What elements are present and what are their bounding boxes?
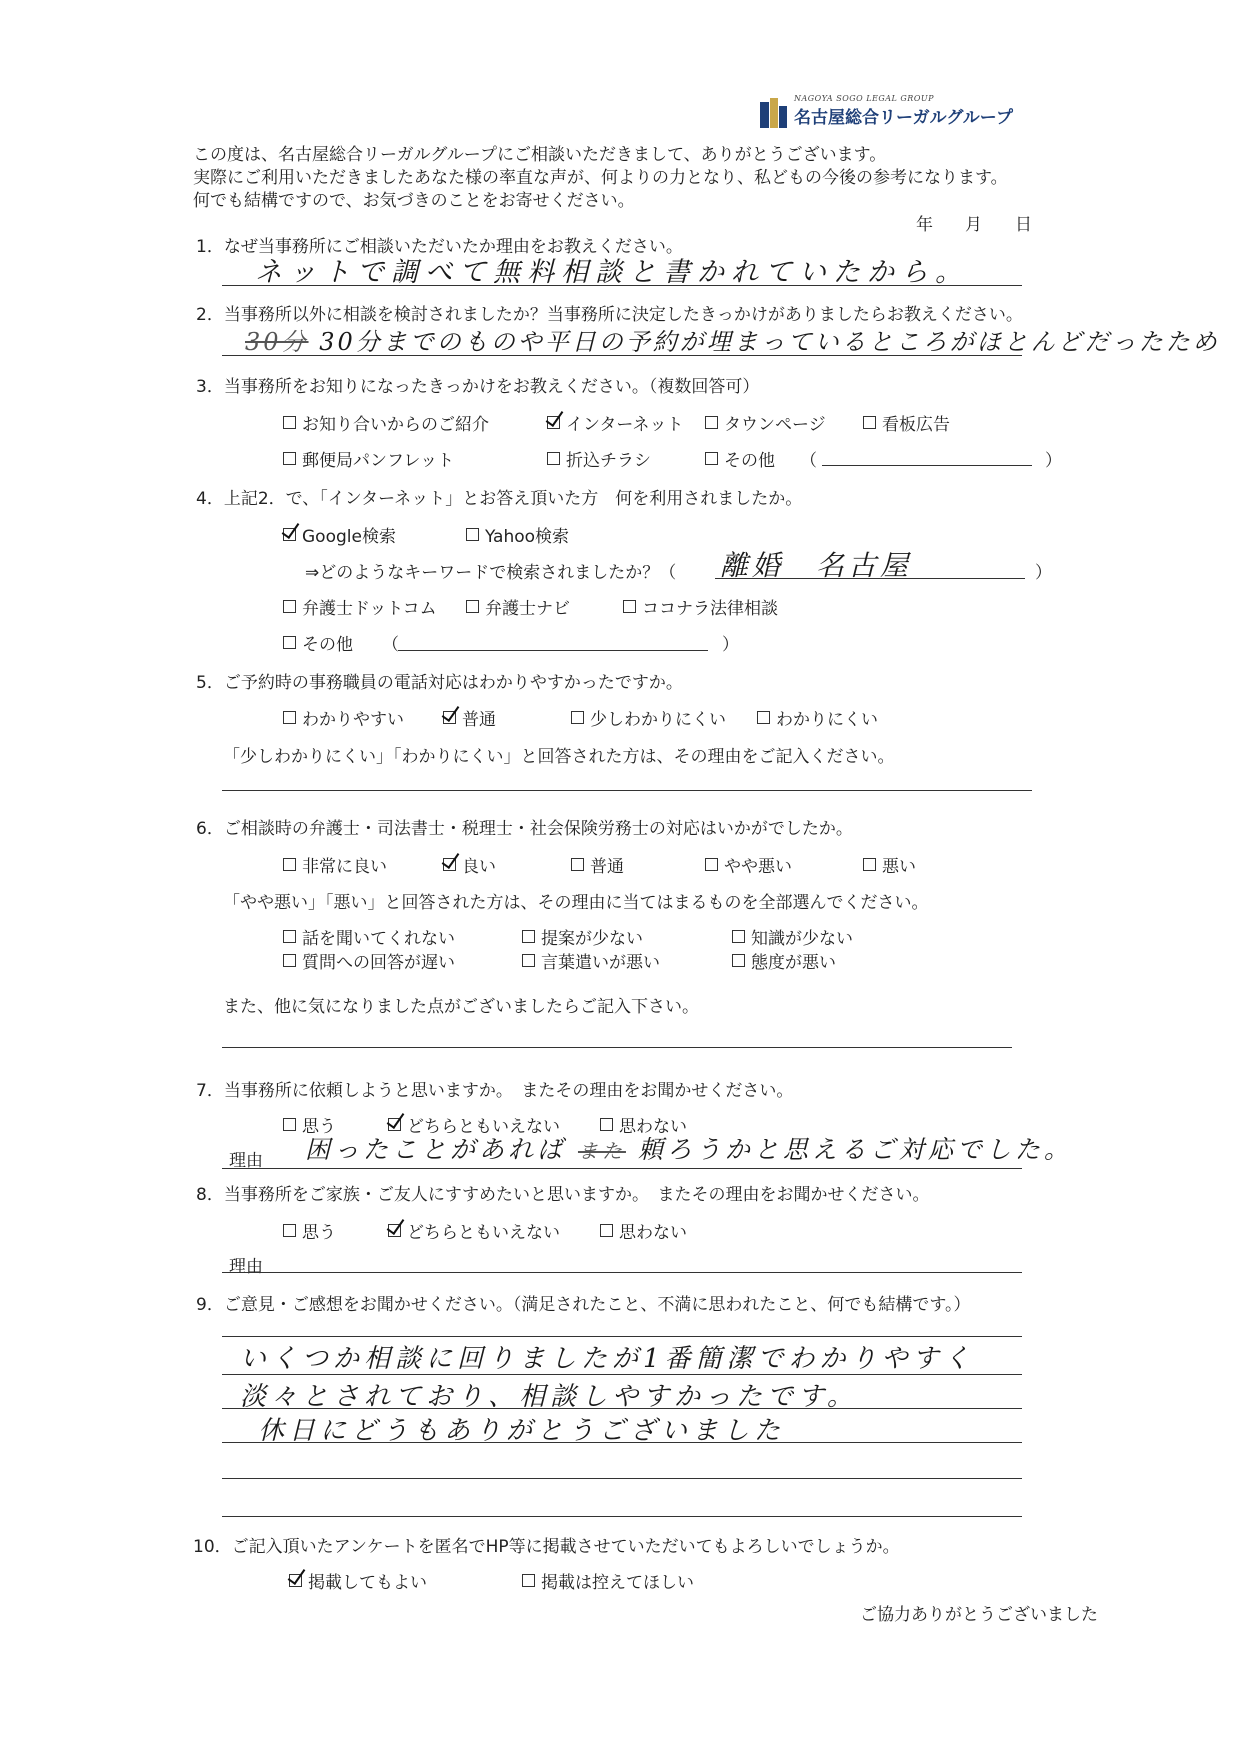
q10-option-allow[interactable]: 掲載してもよい xyxy=(289,1568,427,1593)
q4-question: 4．上記2．で、「インターネット」とお答え頂いた方 何を利用されましたか。 xyxy=(196,489,803,509)
q3-option-signboard[interactable]: 看板広告 xyxy=(863,410,950,435)
q6-reason-slow-answers[interactable]: 質問への回答が遅い xyxy=(283,948,455,973)
q7-option-yes[interactable]: 思う xyxy=(283,1112,336,1137)
checkbox-icon xyxy=(705,452,718,465)
closing-thanks: ご協力ありがとうございました xyxy=(860,1605,1098,1625)
q7-struck-text: また xyxy=(577,1139,626,1163)
q6-option-good[interactable]: 良い xyxy=(443,852,496,877)
q6-question: 6．ご相談時の弁護士・司法書士・税理士・社会保険労務士の対応はいかがでしたか。 xyxy=(196,819,853,839)
q4-keyword-line xyxy=(715,578,1025,579)
checkbox-icon xyxy=(283,452,296,465)
q6-option-bad[interactable]: 悪い xyxy=(863,852,916,877)
q2-answer-line xyxy=(222,355,1022,356)
q6-option-normal[interactable]: 普通 xyxy=(571,852,624,877)
q8-option-neutral[interactable]: どちらともいえない xyxy=(388,1218,560,1243)
q9-line-2 xyxy=(222,1374,1022,1375)
checkbox-icon xyxy=(283,636,296,649)
q3-option-townpage[interactable]: タウンページ xyxy=(705,410,826,435)
q10-question: 10．ご記入頂いたアンケートを匿名でHP等に掲載させていただいてもよろしいでしょうか。 xyxy=(193,1537,900,1557)
checkbox-icon xyxy=(283,416,296,429)
q8-option-no[interactable]: 思わない xyxy=(600,1218,687,1243)
logo-mark-icon xyxy=(760,98,788,128)
q4-keyword-answer[interactable]: 離婚 名古屋 xyxy=(720,549,913,582)
checkbox-icon xyxy=(600,1224,613,1237)
q6-reason-few-proposals[interactable]: 提案が少ない xyxy=(522,924,643,949)
checkbox-icon xyxy=(705,858,718,871)
q1-answer-line xyxy=(222,285,1022,286)
q5-followup: 「少しわかりにくい」「わかりにくい」と回答された方は、その理由をご記入ください。 xyxy=(223,747,895,767)
checked-checkbox-icon xyxy=(547,416,560,429)
checkbox-icon xyxy=(863,858,876,871)
date-day-label: 日 xyxy=(1015,215,1032,235)
q7-question: 7．当事務所に依頼しようと思いますか。 またその理由をお聞かせください。 xyxy=(196,1081,794,1101)
q3-option-other[interactable]: その他 xyxy=(705,446,775,471)
q3-other-open-paren: （ xyxy=(800,451,817,471)
checkbox-icon xyxy=(522,930,535,943)
q1-answer[interactable]: ネットで調べて無料相談と書かれていたから。 xyxy=(255,257,969,288)
q3-option-postoffice[interactable]: 郵便局パンフレット xyxy=(283,446,454,471)
q9-line-4 xyxy=(222,1442,1022,1443)
logo-english-text: NAGOYA SOGO LEGAL GROUP xyxy=(794,94,935,103)
checkbox-icon xyxy=(547,452,560,465)
q2-struck-text: 30分 xyxy=(245,328,309,356)
q1-question: 1．なぜ当事務所にご相談いただいたか理由をお教えください。 xyxy=(196,237,683,257)
date-month-label: 月 xyxy=(965,215,982,235)
checkbox-icon xyxy=(863,416,876,429)
checkbox-icon xyxy=(522,1574,535,1587)
q9-question: 9．ご意見・ご感想をお聞かせください。（満足されたこと、不満に思われたこと、何でも結構です。） xyxy=(196,1295,971,1315)
q2-question: 2．当事務所以外に相談を検討されましたか？当事務所に決定したきっかけがありましたらお教えください。 xyxy=(196,305,1023,325)
checked-checkbox-icon xyxy=(283,528,296,541)
checkbox-icon xyxy=(466,600,479,613)
checkbox-icon xyxy=(283,1224,296,1237)
q5-reason-line[interactable] xyxy=(222,790,1032,791)
intro-line-1: この度は、名古屋総合リーガルグループにご相談いただきまして、ありがとうございます。 xyxy=(193,145,887,165)
q6-followup: 「やや悪い」「悪い」と回答された方は、その理由に当てはまるものを全部選んでください。 xyxy=(223,893,929,913)
checkbox-icon xyxy=(283,954,296,967)
q9-answer-line-1[interactable]: いくつか相談に回りましたが1番簡潔でわかりやすく xyxy=(240,1344,975,1374)
q3-option-internet[interactable]: インターネット xyxy=(547,410,683,435)
q5-option-normal[interactable]: 普通 xyxy=(443,705,496,730)
checkbox-icon xyxy=(283,711,296,724)
q9-answer-line-3[interactable]: 休日にどうもありがとうございました xyxy=(258,1416,786,1446)
logo-japanese-text: 名古屋総合リーガルグループ xyxy=(794,108,1013,128)
q7-reason-answer[interactable] xyxy=(305,1130,1073,1166)
q5-question: 5．ご予約時の事務職員の電話対応はわかりやすかったですか。 xyxy=(196,673,683,693)
checkbox-icon xyxy=(623,600,636,613)
q9-answer-line-2[interactable]: 淡々とされており、相談しやすかったです。 xyxy=(240,1382,858,1412)
checkbox-icon xyxy=(522,954,535,967)
q4-keyword-question: ⇒どのようなキーワードで検索されましたか？（ xyxy=(305,563,677,583)
q3-question: 3．当事務所をお知りになったきっかけをお教えください。（複数回答可） xyxy=(196,377,760,397)
date-year-label: 年 xyxy=(916,215,933,235)
q7-reason-line xyxy=(222,1168,1022,1169)
checkbox-icon xyxy=(732,930,745,943)
checkbox-icon xyxy=(466,528,479,541)
q4-option-yahoo[interactable]: Yahoo検索 xyxy=(466,522,569,547)
q2-answer-text: 30分までのものや平日の予約が埋まっているところがほとんどだったため xyxy=(319,328,1220,356)
q5-option-hard[interactable]: わかりにくい xyxy=(757,705,878,730)
q7-option-no[interactable]: 思わない xyxy=(600,1112,687,1137)
checkbox-icon xyxy=(283,600,296,613)
q6-option-somewhat-bad[interactable]: やや悪い xyxy=(705,852,792,877)
company-logo xyxy=(760,94,1013,128)
q2-answer[interactable] xyxy=(245,322,1220,357)
q9-line-5 xyxy=(222,1478,1022,1479)
checkbox-icon xyxy=(283,1118,296,1131)
checkbox-icon xyxy=(571,858,584,871)
q3-other-close-paren: ） xyxy=(1045,451,1062,471)
q9-line-3 xyxy=(222,1408,1022,1409)
intro-line-3: 何でも結構ですので、お気づきのことをお寄せください。 xyxy=(193,191,635,211)
q8-reason-line[interactable] xyxy=(222,1272,1022,1273)
q8-reason-label: 理由 xyxy=(229,1257,263,1277)
q4-other-close-paren: ） xyxy=(722,635,739,655)
q4-option-bengoshi-navi[interactable]: 弁護士ナビ xyxy=(466,594,570,619)
checkbox-icon xyxy=(283,930,296,943)
q4-keyword-close-paren: ） xyxy=(1035,563,1052,583)
q8-question: 8．当事務所をご家族・ご友人にすすめたいと思いますか。 またその理由をお聞かせください。 xyxy=(196,1185,930,1205)
q7-option-neutral[interactable]: どちらともいえない xyxy=(388,1112,560,1137)
checked-checkbox-icon xyxy=(289,1574,302,1587)
q9-line-6 xyxy=(222,1516,1022,1517)
q4-option-coconala[interactable]: ココナラ法律相談 xyxy=(623,594,778,619)
intro-line-2: 実際にご利用いただきましたあなた様の率直な声が、何よりの力となり、私どもの今後の参考になります。 xyxy=(193,168,1008,188)
q7-answer-pre: 困ったことがあれば xyxy=(305,1135,567,1164)
q6-reason-bad-attitude[interactable]: 態度が悪い xyxy=(732,948,836,973)
q3-other-input-line[interactable] xyxy=(822,465,1032,466)
checked-checkbox-icon xyxy=(443,711,456,724)
q3-option-referral[interactable]: お知り合いからのご紹介 xyxy=(283,410,489,435)
checkbox-icon xyxy=(283,858,296,871)
q3-option-flyer[interactable]: 折込チラシ xyxy=(547,446,651,471)
q5-option-easy[interactable]: わかりやすい xyxy=(283,705,404,730)
q8-option-yes[interactable]: 思う xyxy=(283,1218,336,1243)
q6-other-line[interactable] xyxy=(222,1047,1012,1048)
q6-option-very-good[interactable]: 非常に良い xyxy=(283,852,387,877)
checkbox-icon xyxy=(732,954,745,967)
q9-line-1 xyxy=(222,1336,1022,1337)
checkbox-icon xyxy=(571,711,584,724)
q4-option-google[interactable]: Google検索 xyxy=(283,522,396,547)
q7-reason-label: 理由 xyxy=(229,1151,263,1171)
checked-checkbox-icon xyxy=(443,858,456,871)
q7-answer-post: 頼ろうかと思えるご対応でした。 xyxy=(637,1135,1073,1164)
q6-other-prompt: また、他に気になりました点がございましたらご記入下さい。 xyxy=(223,997,699,1017)
q4-option-bengoshi-dotcom[interactable]: 弁護士ドットコム xyxy=(283,594,437,619)
q6-reason-not-listening[interactable]: 話を聞いてくれない xyxy=(283,924,455,949)
q6-reason-little-knowledge[interactable]: 知識が少ない xyxy=(732,924,853,949)
q4-other-open-paren: （ xyxy=(382,635,399,655)
q4-option-other[interactable]: その他 xyxy=(283,630,353,655)
q4-other-input-line[interactable] xyxy=(398,650,708,651)
q10-option-decline[interactable]: 掲載は控えてほしい xyxy=(522,1568,694,1593)
checkbox-icon xyxy=(705,416,718,429)
q5-option-slightly-hard[interactable]: 少しわかりにくい xyxy=(571,705,726,730)
q6-reason-bad-language[interactable]: 言葉遣いが悪い xyxy=(522,948,660,973)
checkbox-icon xyxy=(757,711,770,724)
checked-checkbox-icon xyxy=(388,1224,401,1237)
